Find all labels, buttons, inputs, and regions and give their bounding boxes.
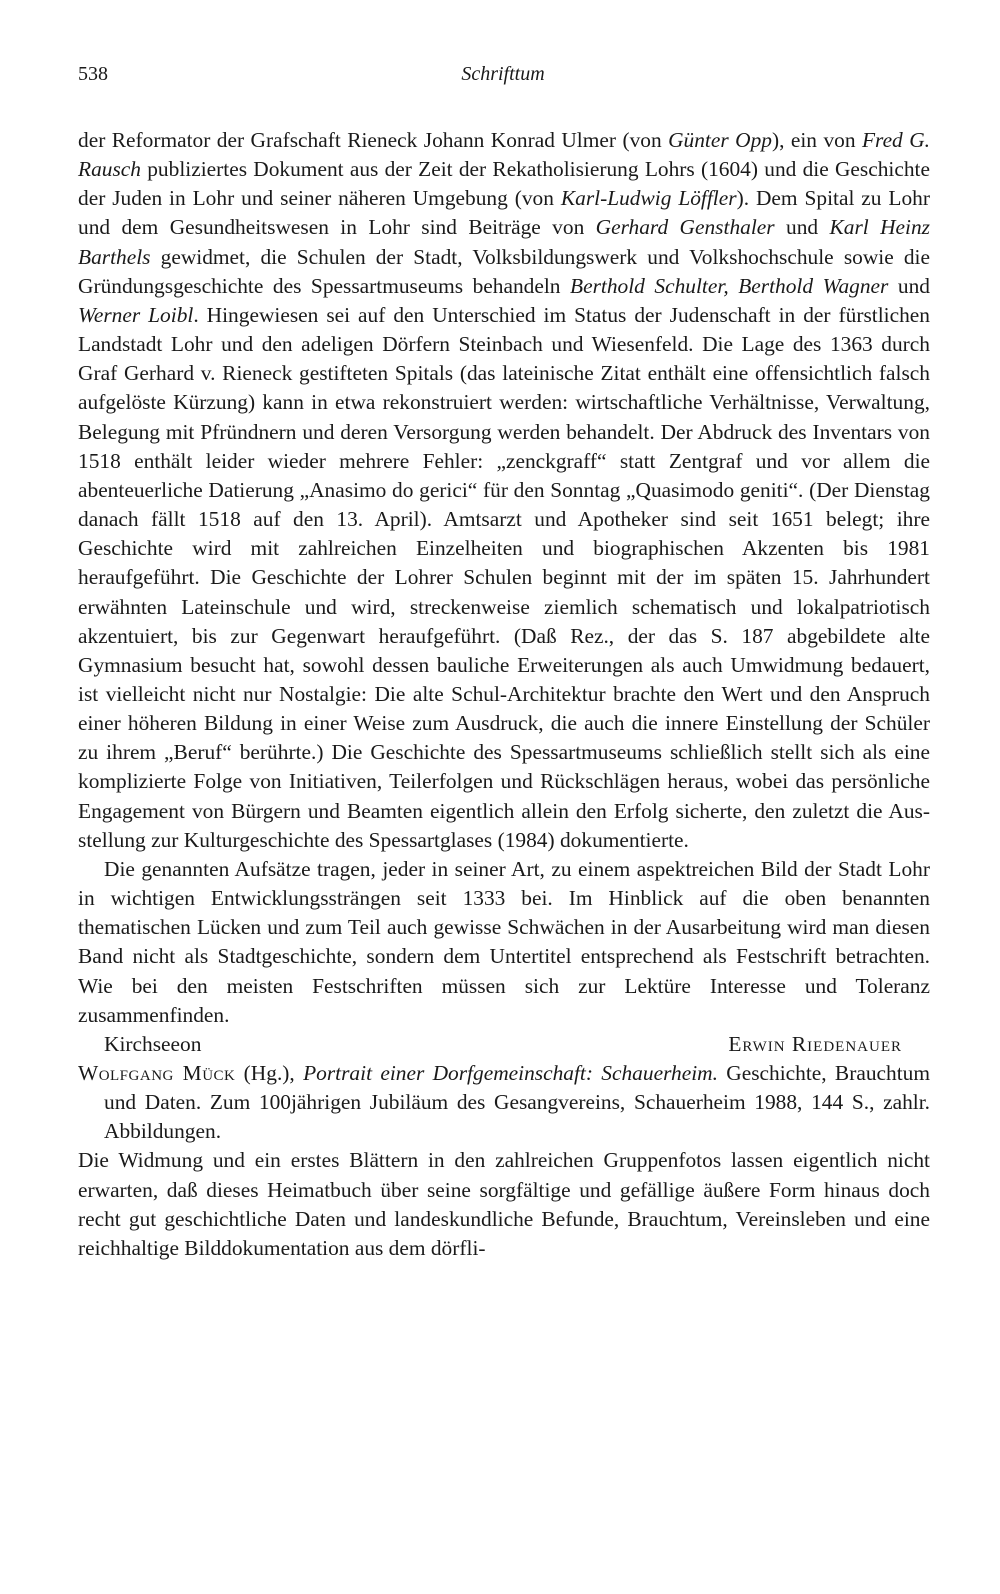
review1-paragraph-2: Die genannten Aufsätze tragen, jeder in seiner Art, zu einem aspektreichen Bild der Stadt Lohr in wichtigen Entwicklungssträngen seit 1333 bei. Im Hinblick auf die oben benannten thematischen Lücken und zum Teil auch gewisse Schwächen in der Ausarbeitung wird man diesen Band nicht als Stadtgeschichte, sondern dem Untertitel entsprechend als Festschrift betrachten. Wie bei den meisten Festschriften müssen sich zur Lektüre Interesse und Toleranz zusammenfinden. xyxy=(78,856,930,1027)
signature-line xyxy=(78,1030,930,1059)
review2-title: Portrait einer Dorfgemeinschaft: Schauerheim. xyxy=(303,1061,718,1085)
cited-name: Werner Loibl xyxy=(78,302,194,327)
text-run: . Hingewiesen sei auf den Unterschied im Status der Judenschaft in der fürstlichen Landstadt Lohr und den adeligen Dörfern Steinbach und Wiesenfeld. Die Lage des 1363 durch Graf Gerhard v. Rieneck gestifteten Spitals (das lateinische Zitat enthält eine offensichtlich falsch aufgelöste Kürzung) kann in etwa rekonstruiert werden: wirtschaftliche Verhältnisse, Verwaltung, Belegung mit Pfründnern und deren Versorgung werden behandelt. Der Abdruck des Inventars von 1518 enthält leider wieder mehrere Fehler: „zenckgraff“ statt Zentgraf und vor allem die abenteuerliche Datierung „Anasimo do gerici“ für den Sonntag „Quasimodo geniti“. (Der Dienstag danach fällt 1518 auf den 13. April). Amtsarzt und Apotheker sind seit 1651 belegt; ihre Geschichte wird mit zahlreichen Einzelheiten und biographischen Akzenten bis 1981 heraufgeführt. Die Geschichte der Lohrer Schulen beginnt mit der im späten 15. Jahrhundert erwähnten Lateinschule und wird, streckenweise ziemlich schematisch und lokalpatriotisch akzentuiert, bis zur Gegenwart heraufgeführt. (Daß Rez., der das S. 187 abgebildete alte Gymnasium besucht hat, sowohl dessen bauliche Erweiterungen als auch Umwidmung bedauert, ist vielleicht nicht nur Nostalgie: Die alte Schul-Architektur brachte den Wert und den Anspruch einer höheren Bildung in einer Weise zum Ausdruck, die auch die innere Einstellung der Schüler zu ihrem „Beruf“ berührte.) Die Geschichte des Spessartmuseums schließlich stellt sich als eine komplizierte Folge von Initiativen, Teilerfolgen und Rückschlägen heraus, wobei das persönliche Engagement von Bürgern und Beamten eigentlich allein den Erfolg sicherte, den zuletzt die Ausstellung zur Kulturgeschichte des Spessartglases (1984) dokumentierte. xyxy=(78,302,930,852)
text-run: und xyxy=(774,215,830,240)
cited-name: Fred G. Rausch xyxy=(78,128,930,182)
body-text xyxy=(78,126,930,1263)
cited-name: Berthold Schulter, Berthold Wagner xyxy=(570,273,889,298)
text-run: gewidmet, die Schulen der Stadt, Volksbildungswerk und Volkshochschule sowie die Gründungsgeschichte des Spessartmuseums behandeln xyxy=(78,244,930,298)
review2-paragraph-1: Die Widmung und ein erstes Blättern in den zahlreichen Gruppenfotos lassen eigentlich nicht erwarten, daß dieses Heimatbuch über seine sorgfältige und gefällige äußere Form hinaus doch recht gut geschichtliche Daten und landeskundliche Befunde, Brauchtum, Vereinsleben und eine reichhaltige Bilddokumentation aus dem dörfli- xyxy=(78,1148,930,1260)
text-run: publiziertes Dokument aus der Zeit der Rekatholisierung Lohrs (1604) und die Geschichte der Juden in Lohr und seiner näheren Umgebung (von xyxy=(78,157,930,211)
review1-paragraph-1 xyxy=(78,126,930,855)
text-run: ). Dem Spital zu Lohr und dem Gesundheitswesen in Lohr sind Beiträge von xyxy=(78,186,930,240)
review2-details: Geschichte, Brauchtum und Daten. Zum 100jährigen Jubiläum des Gesangvereins, Schauerheim 1988, 144 S., zahlr. Abbildungen. xyxy=(104,1061,930,1144)
cited-name: Karl-Ludwig Löffler xyxy=(560,186,737,211)
page-number: 538 xyxy=(78,63,108,85)
signature-place: Kirchseeon xyxy=(104,1031,202,1056)
cited-name: Günter Opp xyxy=(668,128,772,152)
text-run: der Reformator der Grafschaft Rieneck Johann Konrad Ulmer (von xyxy=(78,128,669,152)
cited-name: Gerhard Gensthaler xyxy=(595,215,775,240)
signature-reviewer: Erwin Riedenauer xyxy=(728,1031,902,1056)
text-run: und xyxy=(888,273,930,298)
text-run: ), ein von xyxy=(771,128,862,152)
review2-bibliographic-heading xyxy=(78,1059,930,1146)
cited-name: Karl Heinz Barthels xyxy=(78,215,931,269)
review2-editor-mark: (Hg.), xyxy=(235,1061,304,1085)
review2-author: Wolfgang Mück xyxy=(78,1061,236,1085)
running-head: Schrifttum xyxy=(461,63,545,85)
